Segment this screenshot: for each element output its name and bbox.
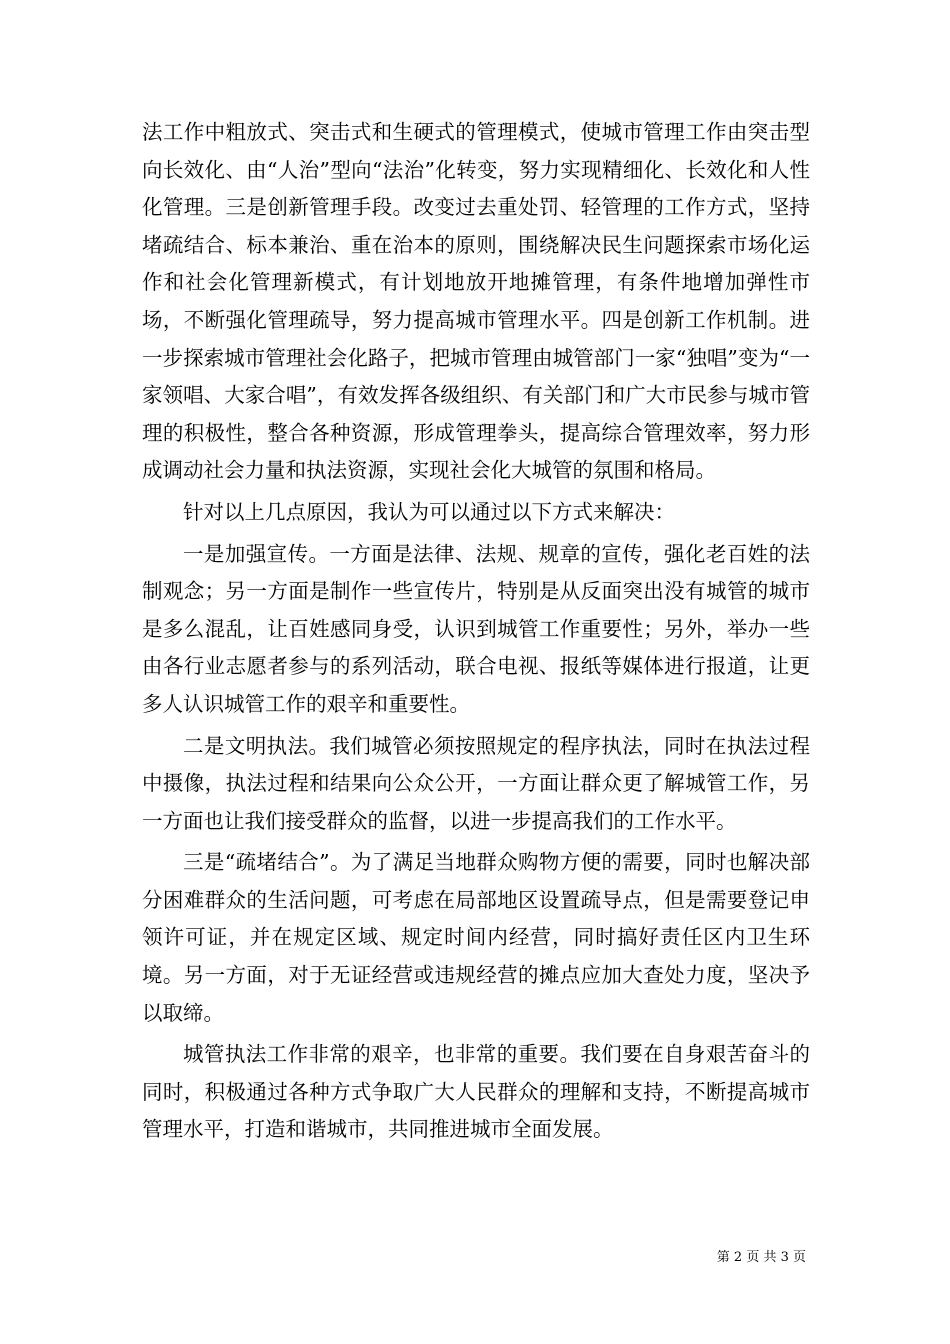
paragraph-continuation: 法工作中粗放式、突击式和生硬式的管理模式，使城市管理工作由突击型向长效化、由“人治”型向“法治”化转变，努力实现精细化、长效化和人性化管理。三是创新管理手段。改变过去重处罚、轻管理的工作方式，坚持堵疏结合、标本兼治、重在治本的原则，围绕解决民生问题探索市场化运作和社会化管理新模式，有计划地放开地摊管理，有条件地增加弹性市场，不断强化管理疏导，努力提高城市管理水平。四是创新工作机制。进一步探索城市管理社会化路子，把城市管理由城管部门一家“独唱”变为“一家领唱、大家合唱”，有效发挥各级组织、有关部门和广大市民参与城市管理的积极性，整合各种资源，形成管理拳头，提高综合管理效率，努力形成调动社会力量和执法资源，实现社会化大城管的氛围和格局。 <box>142 120 810 483</box>
paragraph-solutions-intro: 针对以上几点原因，我认为可以通过以下方式来解决： <box>183 499 675 524</box>
paragraph-dredge-block: 三是“疏堵结合”。为了满足当地群众购物方便的需要，同时也解决部分困难群众的生活问题，可考虑在局部地区设置疏导点，但是需要登记申领许可证，并在规定区域、规定时间内经营，同时搞好责任区内卫生环境。另一方面，对于无证经营或违规经营的摊点应加大查处力度，坚决予以取缔。 <box>142 850 810 1025</box>
paragraph-publicity: 一是加强宣传。一方面是法律、法规、规章的宣传，强化老百姓的法制观念；另一方面是制作一些宣传片，特别是从反面突出没有城管的城市是多么混乱，让百姓感同身受，认识到城管工作重要性；另外，举办一些由各行业志愿者参与的系列活动，联合电视、报纸等媒体进行报道，让更多人认识城管工作的艰辛和重要性。 <box>142 541 810 716</box>
document-body <box>142 114 810 1149</box>
paragraph-conclusion: 城管执法工作非常的艰辛，也非常的重要。我们要在自身艰苦奋斗的同时，积极通过各种方式争取广大人民群众的理解和支持，不断提高城市管理水平，打造和谐城市，共同推进城市全面发展。 <box>142 1042 810 1142</box>
page-number: 第 2 页 共 3 页 <box>716 1250 806 1265</box>
paragraph-civil-enforcement: 二是文明执法。我们城管必须按照规定的程序执法，同时在执法过程中摄像，执法过程和结果向公众公开，一方面让群众更了解城管工作，另一方面也让我们接受群众的监督，以进一步提高我们的工作水平。 <box>142 733 810 833</box>
